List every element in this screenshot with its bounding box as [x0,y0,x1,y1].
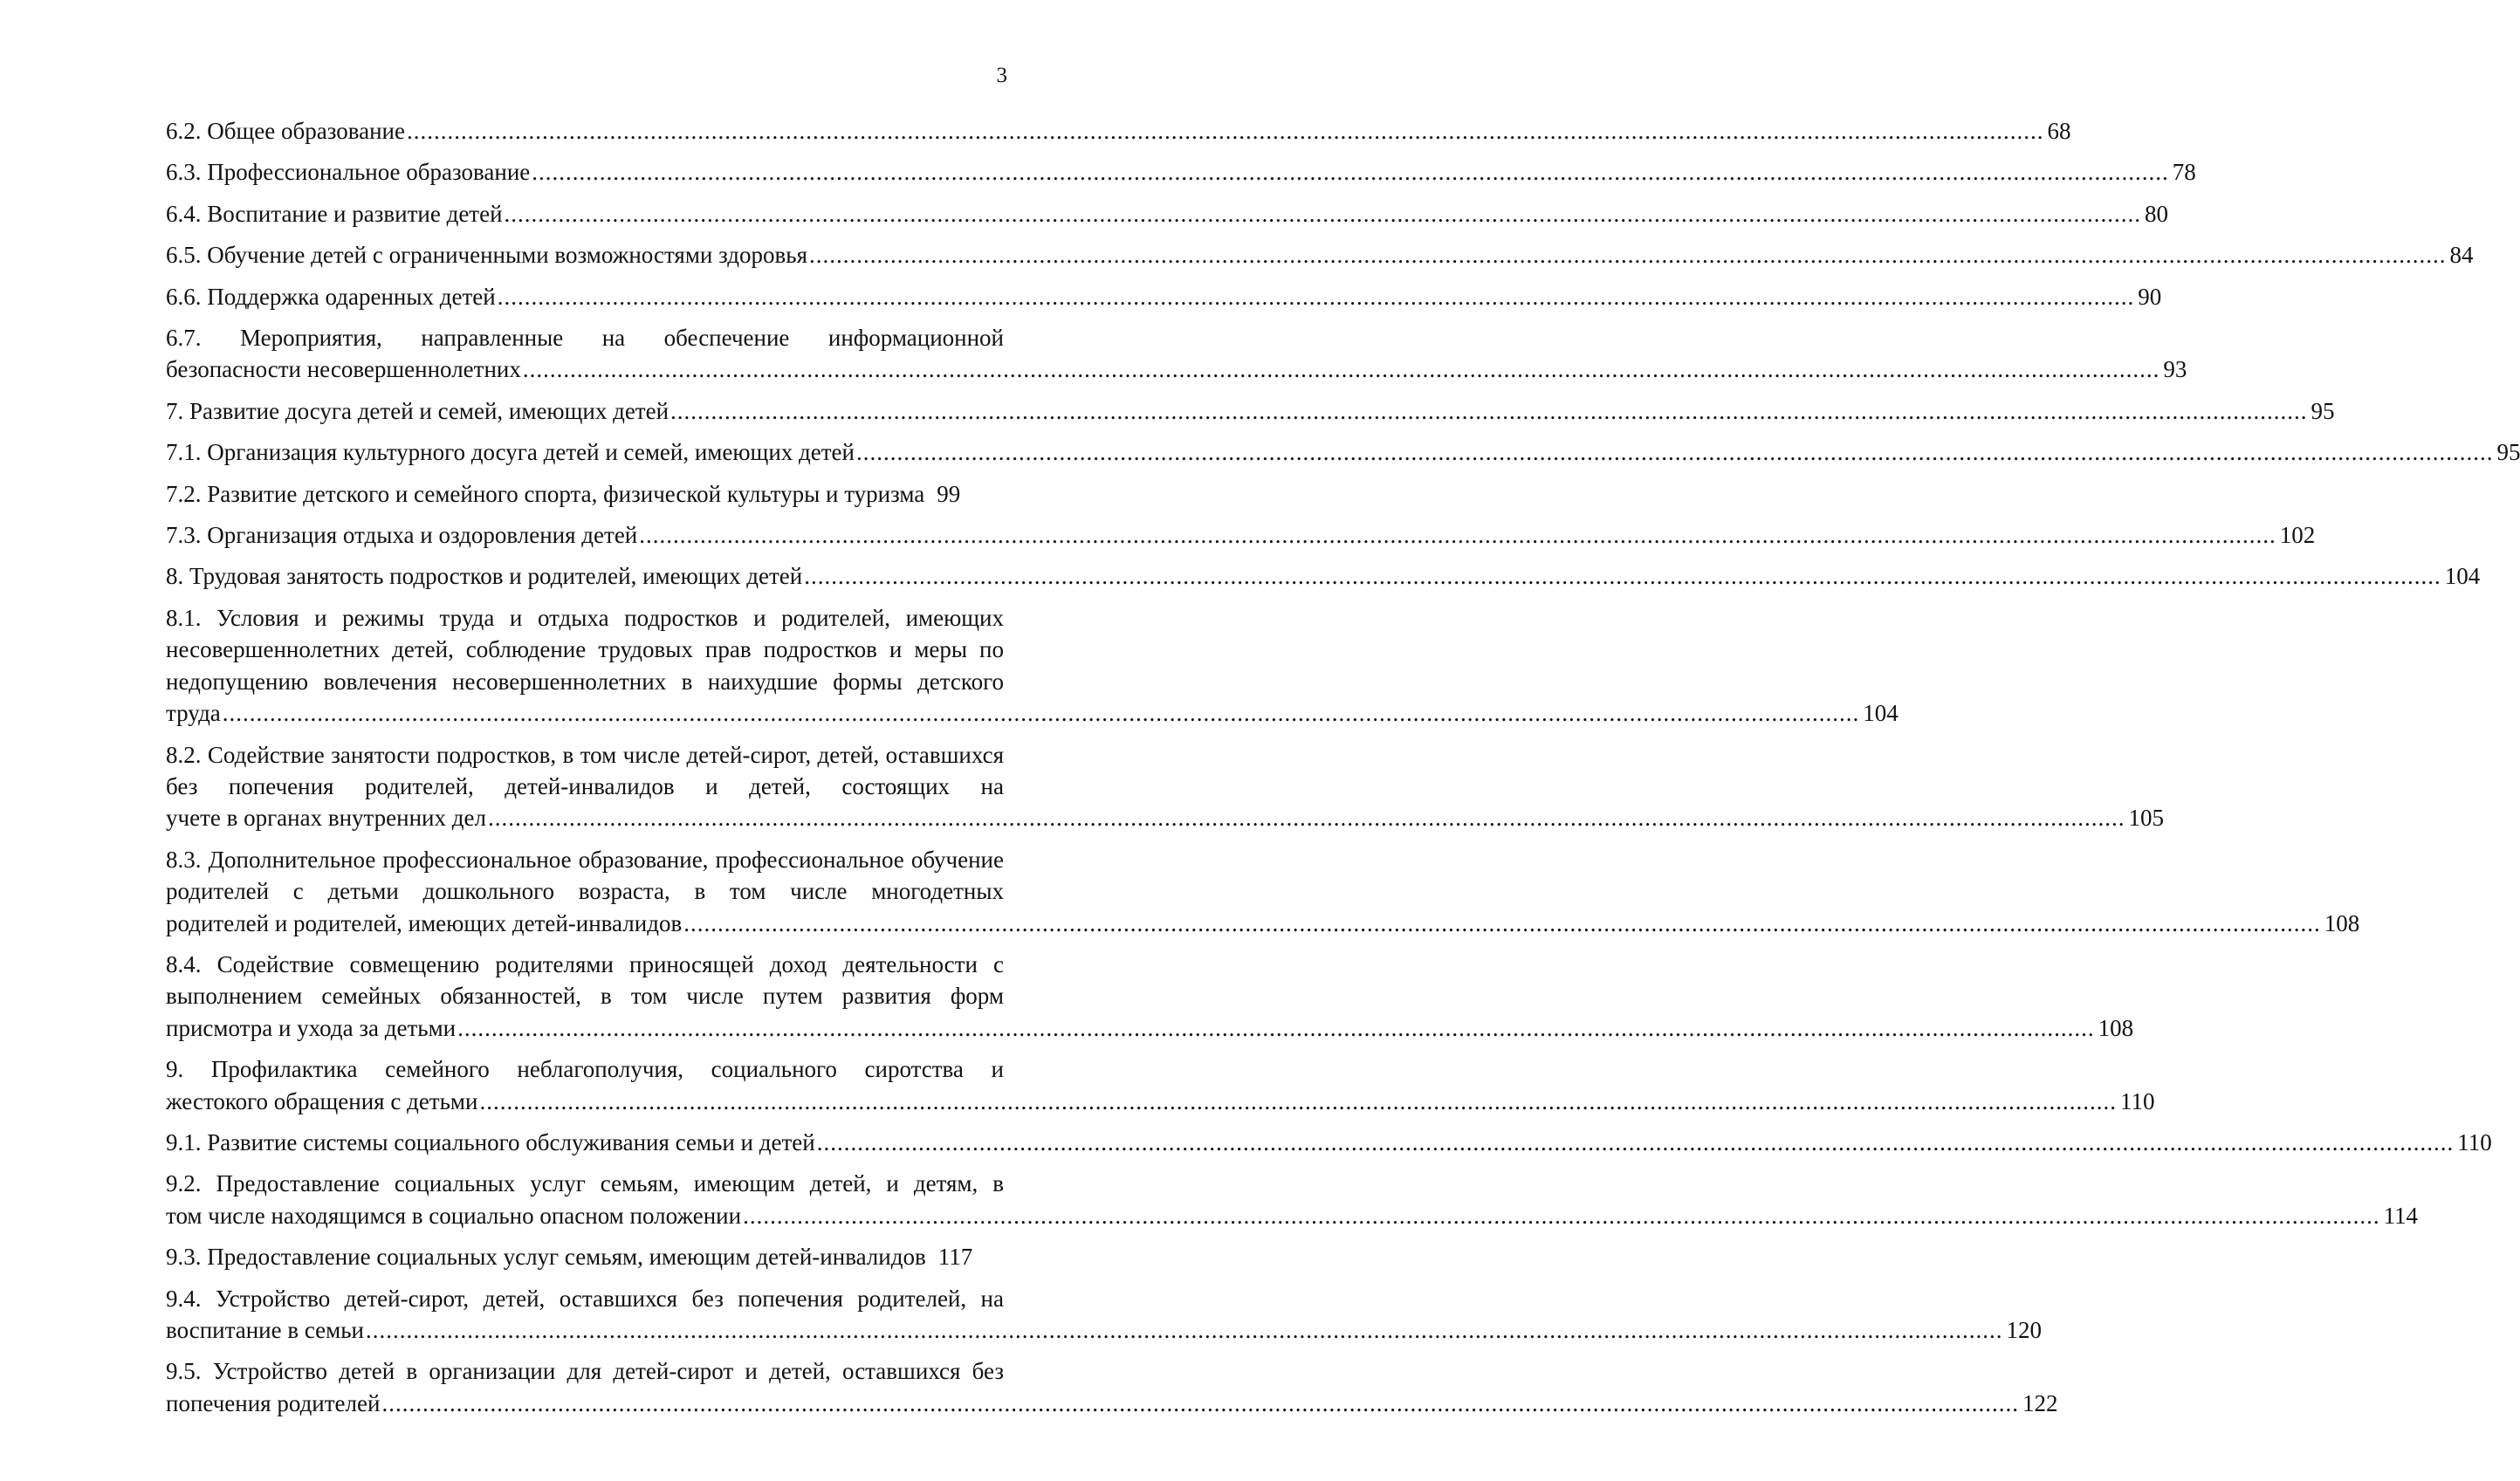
toc-entry-page: 110 [2457,1128,2492,1155]
toc-leader-dots [856,436,2494,468]
toc-leader-dots [743,1200,2380,1231]
toc-leader-dots [505,198,2142,230]
toc-entry-title: воспитание в семьи [166,1317,365,1343]
toc-entry[interactable] [166,156,2196,188]
toc-leader-dots [809,239,2447,271]
toc-entry-title: 7.1. Организация культурного досуга детей и семей, имеющих детей [166,439,855,466]
toc-leader-dots [804,560,2441,592]
toc-leader-dots [381,1388,2019,1419]
toc-leader-dots [223,697,1860,729]
page-number: 3 [996,64,1007,87]
toc-entry[interactable] [166,1127,2492,1158]
toc-entry-page: 99 [937,480,961,507]
toc-entry-line [166,436,2520,468]
toc-entry-page: 122 [2022,1389,2058,1416]
toc-entry-page: 95 [2311,397,2335,424]
toc-entry-title-lead: 8.3. Дополнительное профессиональное образование, профессиональное обучение родителей с детьми дошкольного возраста, в том числе многодетных [166,846,1004,905]
toc-entry-title: 9.3. Предоставление социальных услуг семьям, имеющим детей-инвалидов [166,1244,926,1271]
table-of-contents [166,115,2520,1429]
toc-entry-page: 114 [2383,1202,2419,1229]
toc-entry-line [166,1241,1004,1272]
toc-entry-title: труда [166,700,221,727]
toc-entry-page: 78 [2172,159,2196,186]
toc-entry-line [166,560,2481,592]
toc-entry-page: 120 [2006,1317,2043,1343]
toc-entry-page: 104 [2444,563,2481,590]
toc-entry-line [166,1086,2155,1117]
toc-leader-dots [532,156,2169,188]
toc-entry-page: 105 [2128,805,2164,832]
toc-leader-dots [639,519,2276,551]
toc-entry-title: попечения родителей [166,1389,381,1416]
toc-entry-page: 108 [2324,909,2360,936]
toc-entry-line [166,1314,2043,1346]
toc-entry-title: 7.2. Развитие детского и семейного спорта, физической культуры и туризма [166,480,925,507]
toc-entry-title: присмотра и ухода за детьми [166,1014,457,1041]
toc-entry-page: 84 [2449,242,2474,269]
toc-entry-title: жестокого обращения с детьми [166,1087,478,1114]
toc-entry[interactable] [166,519,2316,551]
toc-entry-line [166,395,2335,427]
toc-entry-line [166,1200,2419,1231]
toc-entry[interactable] [166,395,2335,427]
toc-entry-title: 9.1. Развитие системы социального обслуживания семьи и детей [166,1128,815,1155]
toc-leader-dots [479,1086,2117,1117]
toc-entry-title: учете в органах внутренних дел [166,805,486,832]
toc-entry-line [166,281,2162,312]
toc-leader-dots [498,281,2135,312]
toc-leader-dots [366,1314,2003,1346]
toc-entry-title-lead: 9.5. Устройство детей в организации для детей-сирот и детей, оставшихся без [166,1358,1004,1385]
toc-entry[interactable] [166,739,2164,834]
toc-entry[interactable] [166,1053,2155,1117]
toc-entry-page: 102 [2279,522,2316,549]
toc-leader-dots [817,1127,2455,1158]
toc-leader-dots [683,908,2321,939]
toc-entry-title: том числе находящимся в социально опасном положении [166,1202,742,1229]
toc-entry[interactable] [166,436,2520,468]
toc-entry-title: родителей и родителей, имеющих детей-инвалидов [166,909,683,936]
toc-entry-page: 95 [2496,439,2520,466]
toc-entry-page: 68 [2047,118,2071,144]
toc-entry-line [166,802,2164,833]
toc-entry[interactable] [166,115,2071,147]
toc-entry-line [166,353,2187,385]
toc-entry-page: 117 [937,1244,973,1271]
toc-leader-dots [670,395,2308,427]
toc-entry[interactable] [166,239,2474,271]
toc-leader-dots [407,115,2044,147]
toc-entry-title: 6.5. Обучение детей с ограниченными возможностями здоровья [166,242,807,269]
toc-entry-title: 7. Развитие досуга детей и семей, имеющих детей [166,397,669,424]
toc-entry[interactable] [166,281,2162,312]
toc-entry-title: 6.3. Профессиональное образование [166,159,531,186]
toc-leader-dots [523,353,2160,385]
toc-entry-line [166,478,1004,510]
toc-entry-title: 6.6. Поддержка одаренных детей [166,283,496,310]
toc-entry-line [166,239,2474,271]
toc-entry-title-lead: 8.1. Условия и режимы труда и отдыха подростков и родителей, имеющих несовершеннолетних детей, соблюдение трудовых прав подростков и меры по недопущению вовлечения несовершеннолетних в наихудшие формы детского [166,604,1004,695]
toc-entry-page: 104 [1863,700,1899,727]
toc-entry-title: 7.3. Организация отдыха и оздоровления детей [166,522,638,549]
toc-entry-title: безопасности несовершеннолетних [166,356,521,383]
toc-entry-title-lead: 9.2. Предоставление социальных услуг семьям, имеющим детей, и детям, в [166,1170,1004,1197]
toc-entry-title-lead: 9. Профилактика семейного неблагополучия, социального сиротства и [166,1056,1004,1083]
toc-entry-line [166,1388,2058,1419]
toc-entry-line [166,908,2360,939]
toc-entry-line [166,156,2196,188]
toc-entry[interactable] [166,1168,2419,1231]
toc-entry-title-lead: 6.7. Мероприятия, направленные на обеспечение информационной [166,325,1004,352]
toc-entry-line [166,1127,2492,1158]
toc-entry-title-lead: 9.4. Устройство детей-сирот, детей, оставшихся без попечения родителей, на [166,1285,1004,1312]
toc-entry[interactable] [166,1241,1004,1272]
toc-entry-page: 90 [2138,283,2162,310]
toc-entry[interactable] [166,478,1004,510]
toc-entry[interactable] [166,322,2187,386]
toc-entry-title: 8. Трудовая занятость подростков и родителей, имеющих детей [166,563,803,590]
toc-entry[interactable] [166,844,2360,939]
toc-entry-page: 80 [2145,200,2169,227]
toc-entry-line [166,1012,2134,1044]
toc-entry-page: 93 [2163,356,2187,383]
toc-entry-page: 110 [2119,1087,2155,1114]
toc-entry-title-lead: 8.4. Содействие совмещению родителями приносящей доход деятельности с выполнением семейных обязанностей, в том числе путем развития форм [166,950,1004,1010]
toc-entry[interactable] [166,198,2169,230]
toc-entry[interactable] [166,602,1899,730]
toc-leader-dots [457,1012,2095,1044]
toc-entry[interactable] [166,1283,2043,1347]
toc-entry-title: 6.4. Воспитание и развитие детей [166,200,503,227]
toc-entry-title: 6.2. Общее образование [166,118,405,144]
toc-entry-line [166,697,1899,729]
toc-entry-line [166,115,2071,147]
toc-entry-line [166,198,2169,230]
toc-entry[interactable] [166,949,2134,1044]
toc-entry[interactable] [166,560,2481,592]
toc-leader-dots [488,802,2125,833]
toc-entry-line [166,519,2316,551]
toc-entry-page: 108 [2098,1014,2134,1041]
toc-entry-title-lead: 8.2. Содействие занятости подростков, в том числе детей-сирот, детей, оставшихся без попечения родителей, детей-инвалидов и детей, состоящих на [166,741,1004,799]
toc-entry[interactable] [166,1355,2058,1419]
